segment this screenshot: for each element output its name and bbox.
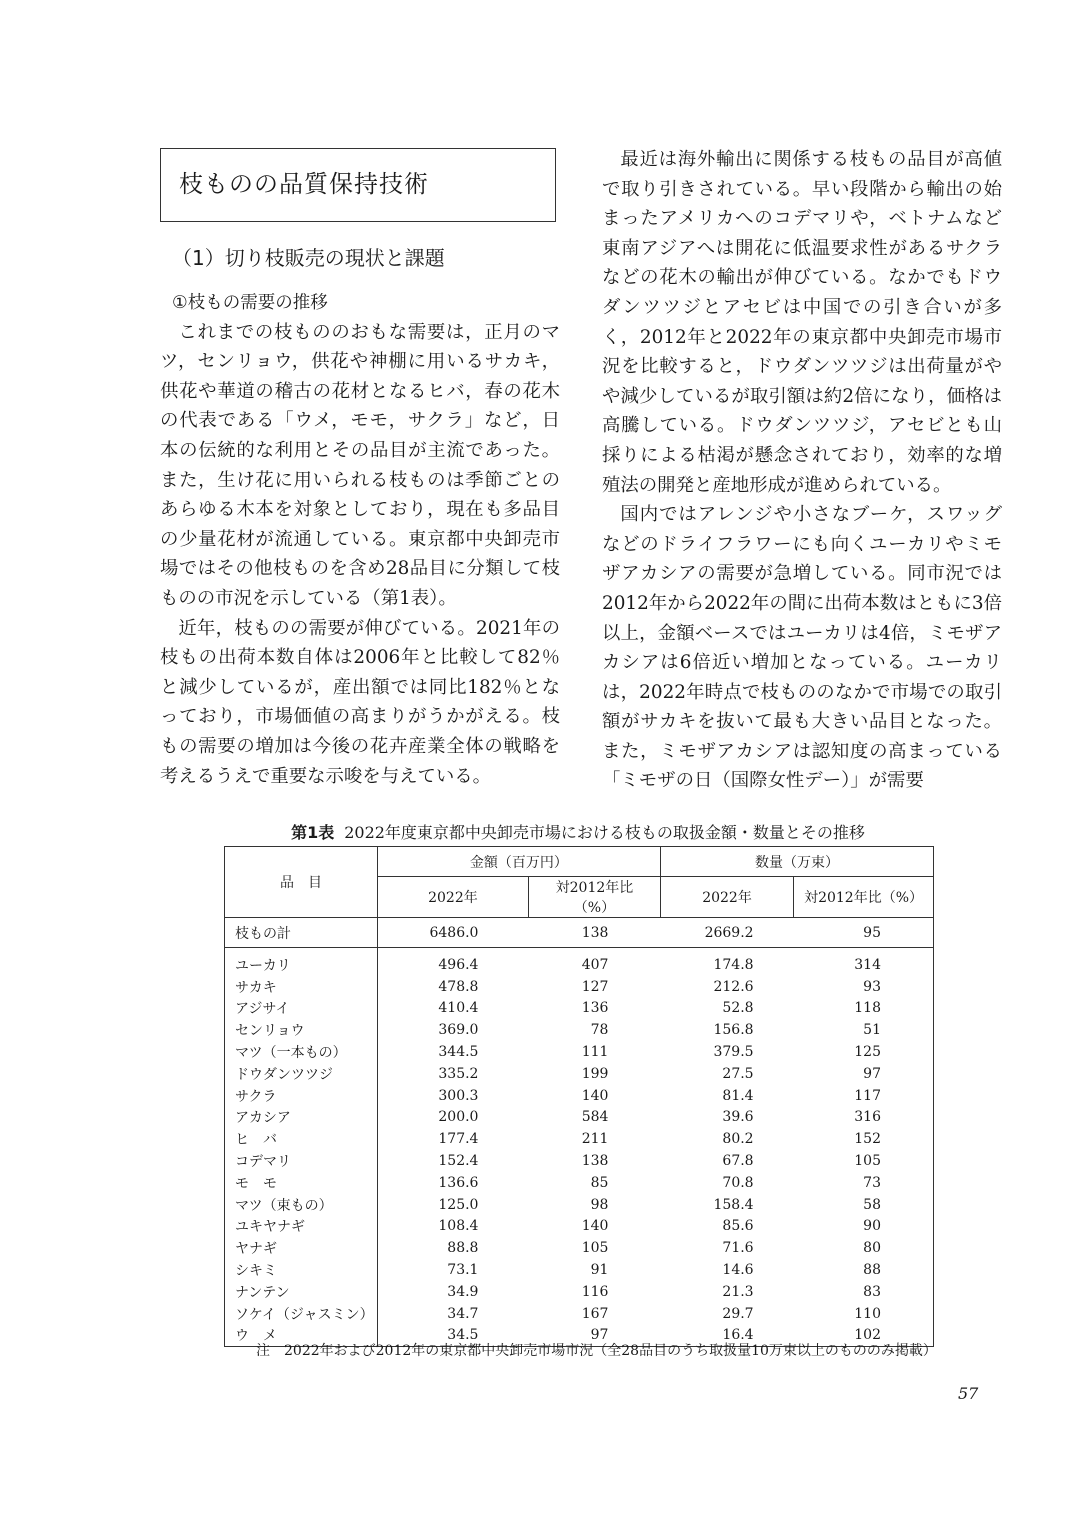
- cell-amount: 496.4: [438, 956, 479, 973]
- body-paragraph: 国内ではアレンジや小さなブーケ，スワッグなどのドライフラワーにも向くユーカリやミモザアカシアの需要が急増している。同市況では2012年から2022年の間に出荷本数はともに3倍以上，金額ベースではユーカリは4倍，ミモザアカシアは6倍近い増加となっている。ユーカリは，2022年時点で枝もののなかで市場での取引額がサカキを抜いて最も大きい品目となった。また，ミモザアカシアは認知度の高まっている「ミモザの日（国際女性デー）」が需要: [602, 504, 1002, 792]
- cell-name: アカシア: [225, 1107, 378, 1129]
- cell-qty: 379.5: [713, 1044, 754, 1061]
- subsection-heading: ①枝もの需要の推移: [172, 292, 328, 313]
- table-body: [225, 918, 934, 1347]
- table-row: [225, 1041, 934, 1063]
- table-caption-text: 2022年度東京都中央卸売市場における枝もの取扱金額・数量とその推移: [344, 823, 865, 842]
- cell-amount: 344.5: [438, 1044, 479, 1061]
- cell-qty-ratio: 80: [794, 1237, 934, 1259]
- cell-qty: 27.5: [722, 1065, 754, 1082]
- cell-qty: 14.6: [722, 1262, 754, 1279]
- cell-amount: 88.8: [447, 1240, 479, 1257]
- cell-amount: 177.4: [438, 1131, 479, 1148]
- cell-amount: 335.2: [438, 1065, 479, 1082]
- table-row: [225, 954, 934, 976]
- cell-name: ヤナギ: [225, 1237, 378, 1259]
- cell-amount: 34.9: [447, 1283, 479, 1300]
- right-column: [602, 145, 1002, 796]
- cell-amount-ratio: 105: [581, 1240, 609, 1257]
- table-row: [225, 1107, 934, 1129]
- subheader-qty-ratio: 対2012年比（%）: [794, 877, 934, 918]
- cell-amount-ratio: 111: [581, 1044, 609, 1061]
- cell-qty: 16.4: [660, 1325, 793, 1347]
- cell-amount-ratio: 211: [581, 1131, 609, 1148]
- cell-amount: 152.4: [438, 1153, 479, 1170]
- table-row: [225, 1237, 934, 1259]
- cell-qty: 70.8: [722, 1174, 754, 1191]
- cell-name: サクラ: [225, 1085, 378, 1107]
- cell-amount: 34.7: [447, 1305, 479, 1322]
- market-table: [224, 846, 934, 1347]
- cell-qty-ratio: 118: [794, 998, 934, 1020]
- body-paragraph: これまでの枝もののおもな需要は，正月のマツ，センリョウ，供花や神棚に用いるサカキ，供花や華道の稽古の花材となるヒバ，春の花木の代表である「ウメ，モモ，サクラ」など，日本の伝統的な利用とその品目が主流であった。また，生け花に用いられる枝ものは季節ごとのあらゆる木本を対象としており，現在も多品目の少量花材が流通している。東京都中央卸売市場ではその他枝ものを含め28品目に分類して枝ものの市況を示している（第1表）。: [160, 321, 560, 609]
- cell-name: モ モ: [225, 1172, 378, 1194]
- cell-amount-ratio: 127: [581, 978, 609, 995]
- cell-qty-ratio: 88: [794, 1259, 934, 1281]
- cell-amount-ratio: 98: [590, 1196, 609, 1213]
- header-amount: 金額（百万円）: [377, 847, 660, 877]
- table-row: [225, 998, 934, 1020]
- cell-amount-ratio: 199: [581, 1065, 609, 1082]
- cell-qty-ratio: 58: [794, 1194, 934, 1216]
- cell-name: マツ（一本もの）: [225, 1041, 378, 1063]
- cell-qty-ratio: 152: [794, 1128, 934, 1150]
- cell-amount-ratio: 407: [581, 956, 609, 973]
- cell-qty-ratio: 93: [794, 976, 934, 998]
- table-row: [225, 1281, 934, 1303]
- table-note: 注 2022年および2012年の東京都中央卸売市場市況（全28品目のうち取扱量10万束以上のもののみ掲載）: [256, 1343, 937, 1359]
- cell-amount-ratio: 138: [528, 918, 660, 948]
- cell-amount: 300.3: [438, 1087, 479, 1104]
- article-title: 枝ものの品質保持技術: [160, 148, 556, 222]
- cell-amount-ratio: 140: [581, 1218, 609, 1235]
- table-row: [225, 1085, 934, 1107]
- cell-qty: 39.6: [722, 1109, 754, 1126]
- cell-name: ドウダンツツジ: [225, 1063, 378, 1085]
- header-quantity: 数量（万束）: [660, 847, 933, 877]
- cell-qty: 156.8: [713, 1022, 754, 1039]
- table-row: [225, 1150, 934, 1172]
- cell-amount: 73.1: [447, 1262, 479, 1279]
- cell-qty-ratio: 125: [794, 1041, 934, 1063]
- cell-qty: 2669.2: [660, 918, 793, 948]
- subheader-qty-year: 2022年: [660, 877, 793, 918]
- table-caption: [160, 820, 996, 843]
- cell-qty: 71.6: [722, 1240, 754, 1257]
- cell-amount-ratio: 140: [581, 1087, 609, 1104]
- cell-amount: 34.5: [377, 1325, 528, 1347]
- cell-name: ウ メ: [225, 1325, 378, 1347]
- cell-qty: 21.3: [722, 1283, 754, 1300]
- table-row: [225, 1194, 934, 1216]
- section-heading: （1）切り枝販売の現状と課題: [172, 246, 445, 270]
- cell-name: コデマリ: [225, 1150, 378, 1172]
- cell-qty: 212.6: [713, 978, 754, 995]
- cell-amount-ratio: 91: [590, 1262, 609, 1279]
- table-row-total: [225, 918, 934, 948]
- cell-amount-ratio: 584: [581, 1109, 609, 1126]
- cell-amount: 6486.0: [377, 918, 528, 948]
- body-paragraph: 最近は海外輸出に関係する枝もの品目が高値で取り引きされている。早い段階から輸出の始まったアメリカへのコデマリや，ベトナムなど東南アジアへは開花に低温要求性があるサクラなどの花木の輸出が伸びている。なかでもドウダンツツジとアセビは中国での引き合いが多く，2012年と2022年の東京都中央卸売市場市況を比較すると，ドウダンツツジは出荷量がやや減少しているが取引額は約2倍になり，価格は高騰している。ドウダンツツジ，アセビとも山採りによる枯渇が懸念されており，効率的な増殖法の開発と産地形成が進められている。: [602, 149, 1002, 496]
- cell-qty-ratio: 117: [794, 1085, 934, 1107]
- cell-amount: 200.0: [438, 1109, 479, 1126]
- cell-amount: 369.0: [438, 1022, 479, 1039]
- cell-amount: 410.4: [438, 1000, 479, 1017]
- cell-name: マツ（束もの）: [225, 1194, 378, 1216]
- cell-qty-ratio: 95: [794, 918, 934, 948]
- cell-amount-ratio: 97: [528, 1325, 660, 1347]
- cell-amount-ratio: 116: [581, 1283, 609, 1300]
- cell-qty: 174.8: [713, 956, 754, 973]
- cell-qty: 81.4: [722, 1087, 754, 1104]
- table-row: [225, 976, 934, 998]
- cell-qty: 158.4: [713, 1196, 754, 1213]
- cell-name: ナンテン: [225, 1281, 378, 1303]
- cell-qty-ratio: 97: [794, 1063, 934, 1085]
- cell-qty: 52.8: [722, 1000, 754, 1017]
- cell-amount-ratio: 85: [590, 1174, 609, 1191]
- subheader-amount-year: 2022年: [377, 877, 528, 918]
- cell-amount-ratio: 167: [581, 1305, 609, 1322]
- cell-name: シキミ: [225, 1259, 378, 1281]
- cell-amount: 125.0: [438, 1196, 479, 1213]
- table-label: 第1表: [291, 823, 335, 842]
- cell-name: ヒ バ: [225, 1128, 378, 1150]
- cell-name: 枝もの計: [225, 918, 378, 948]
- table-row: [225, 1303, 934, 1325]
- cell-name: サカキ: [225, 976, 378, 998]
- body-paragraph: 近年，枝ものの需要が伸びている。2021年の枝もの出荷本数自体は2006年と比較して82％と減少しているが，産出額では同比182％となっており，市場価値の高まりがうかがえる。枝もの需要の増加は今後の花卉産業全体の戦略を考えるうえで重要な示唆を与えている。: [160, 617, 560, 787]
- cell-qty-ratio: 51: [794, 1019, 934, 1041]
- cell-amount-ratio: 136: [581, 1000, 609, 1017]
- cell-amount-ratio: 78: [590, 1022, 609, 1039]
- cell-qty-ratio: 314: [794, 954, 934, 976]
- cell-qty-ratio: 316: [794, 1107, 934, 1129]
- page-number: 57: [958, 1384, 979, 1403]
- table-row: [225, 1063, 934, 1085]
- table-row: [225, 1216, 934, 1238]
- header-item: 品 目: [225, 847, 378, 918]
- cell-qty-ratio: 105: [794, 1150, 934, 1172]
- cell-name: ユーカリ: [225, 954, 378, 976]
- table-row: [225, 1172, 934, 1194]
- cell-qty-ratio: 102: [794, 1325, 934, 1347]
- cell-amount: 136.6: [438, 1174, 479, 1191]
- cell-qty-ratio: 110: [794, 1303, 934, 1325]
- cell-qty: 29.7: [722, 1305, 754, 1322]
- cell-amount: 108.4: [438, 1218, 479, 1235]
- table-row: [225, 1128, 934, 1150]
- cell-name: ソケイ（ジャスミン）: [225, 1303, 378, 1325]
- cell-name: ユキヤナギ: [225, 1216, 378, 1238]
- cell-name: アジサイ: [225, 998, 378, 1020]
- cell-amount-ratio: 138: [581, 1153, 609, 1170]
- subheader-amount-ratio: 対2012年比（%）: [528, 877, 660, 918]
- cell-qty-ratio: 90: [794, 1216, 934, 1238]
- cell-name: センリョウ: [225, 1019, 378, 1041]
- cell-qty: 80.2: [722, 1131, 754, 1148]
- left-column: [160, 145, 560, 791]
- cell-qty: 85.6: [722, 1218, 754, 1235]
- cell-qty: 67.8: [722, 1153, 754, 1170]
- table-row: [225, 1019, 934, 1041]
- table-row: [225, 1259, 934, 1281]
- cell-qty-ratio: 73: [794, 1172, 934, 1194]
- cell-qty-ratio: 83: [794, 1281, 934, 1303]
- cell-amount: 478.8: [438, 978, 479, 995]
